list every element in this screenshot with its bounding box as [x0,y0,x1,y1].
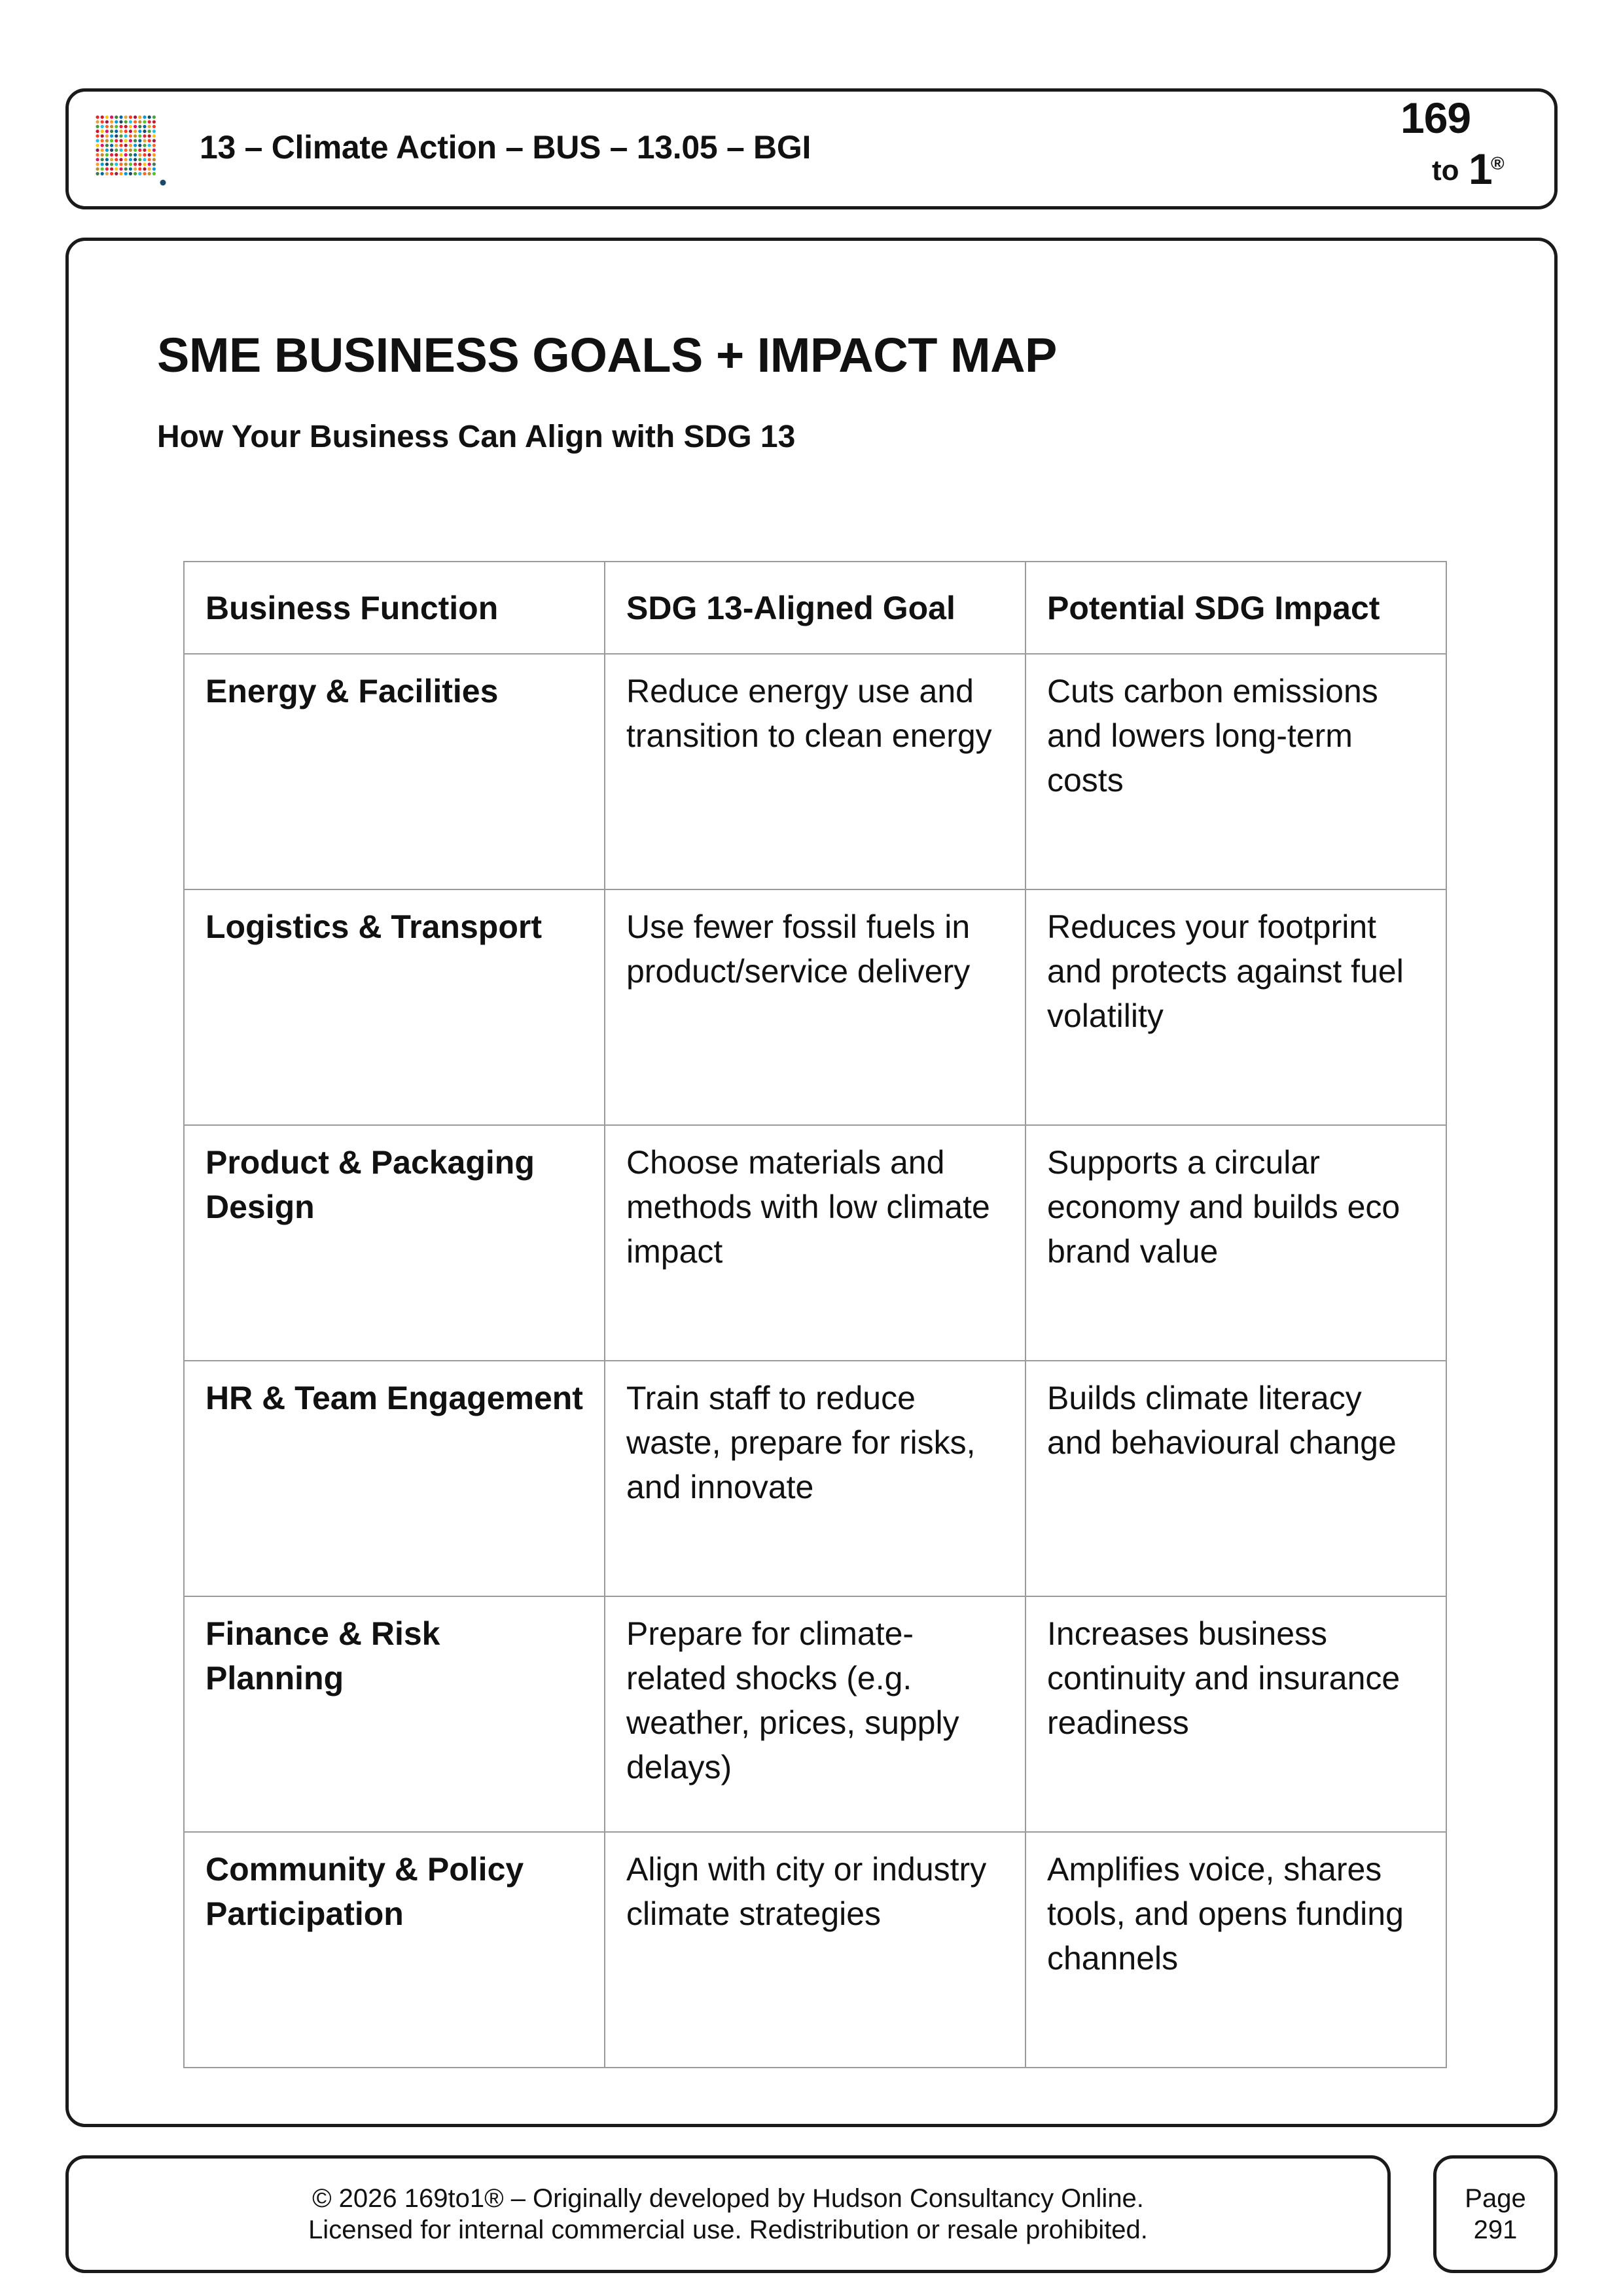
logo-dot [115,172,118,175]
logo-dot [143,149,146,152]
logo-dot [119,162,122,166]
logo-dot [143,130,146,133]
logo-dot [101,125,104,128]
logo-dot [152,144,156,147]
logo-dot [115,162,118,166]
logo-dot [105,125,109,128]
logo-dot [143,115,146,118]
logo-dot [129,168,132,171]
logo-dot [96,144,99,147]
logo-dot [152,130,156,133]
logo-dot [129,144,132,147]
page-indicator [1433,2183,1558,2246]
logo-accent-dot [160,180,166,186]
logo-dot [134,153,137,156]
logo-dot [134,162,137,166]
impact-map-table [183,561,1447,2068]
logo-dot [119,153,122,156]
logo-dot [119,158,122,161]
aligned-goal-cell: Use fewer fossil fuels in product/service delivery [605,889,1026,1125]
logo-dot [143,153,146,156]
logo-dot [124,144,128,147]
logo-dot [134,134,137,137]
logo-dot [119,172,122,175]
logo-dot [101,115,104,118]
logo-dot [115,153,118,156]
logo-dot [101,172,104,175]
logo-dot [152,149,156,152]
brand-one: 1 [1469,145,1493,193]
logo-dot [134,172,137,175]
logo-dot [138,162,141,166]
logo-dot [110,125,113,128]
aligned-goal-cell: Reduce energy use and transition to clean energy [605,654,1026,889]
logo-dot [138,125,141,128]
logo-dot [96,153,99,156]
logo-dot [148,149,151,152]
logo-dot [119,168,122,171]
logo-dot [129,149,132,152]
logo-dot [138,158,141,161]
logo-dot [96,158,99,161]
logo-dot [138,115,141,118]
business-function-cell: HR & Team Engagement [184,1361,605,1596]
page-number: 291 [1473,2215,1518,2244]
logo-dot [148,120,151,124]
logo-dot [105,130,109,133]
logo-dot [124,172,128,175]
logo-dot [110,130,113,133]
logo-dot [134,149,137,152]
table-row [184,1125,1446,1361]
logo-dot [110,162,113,166]
sdg-dot-grid-icon [95,115,167,187]
logo-dot [101,134,104,137]
logo-dot [101,130,104,133]
logo-dot [148,130,151,133]
logo-dot [119,120,122,124]
logo-dot [129,158,132,161]
logo-dot [129,172,132,175]
logo-dot [152,153,156,156]
logo-dot [115,139,118,142]
logo-dot [143,120,146,124]
logo-dot [110,144,113,147]
logo-dot [124,168,128,171]
logo-dot [115,158,118,161]
table-row [184,889,1446,1125]
logo-dot [110,139,113,142]
page-title: SME BUSINESS GOALS + IMPACT MAP [157,328,1057,382]
logo-dot [148,125,151,128]
logo-dot [110,149,113,152]
logo-dot [96,162,99,166]
logo-dot [105,149,109,152]
logo-dot [134,144,137,147]
logo-dot [101,158,104,161]
column-header-business-function: Business Function [184,562,605,654]
footer-license-text [65,2183,1391,2246]
logo-dot [152,134,156,137]
table-row [184,654,1446,889]
logo-dot [148,115,151,118]
logo-dot [138,149,141,152]
logo-dot [119,125,122,128]
logo-dot [96,139,99,142]
column-header-potential-impact: Potential SDG Impact [1026,562,1446,654]
logo-dot [152,139,156,142]
license-line: Licensed for internal commercial use. Redistribution or resale prohibited. [308,2215,1148,2244]
logo-dot [96,168,99,171]
logo-dot [152,168,156,171]
table-row [184,1361,1446,1596]
logo-dot [129,115,132,118]
logo-dot [129,120,132,124]
logo-dot [138,153,141,156]
logo-dot [138,168,141,171]
logo-dot [115,120,118,124]
logo-dot [115,134,118,137]
logo-dot [152,125,156,128]
brand-to: to [1432,154,1459,187]
logo-dot [138,120,141,124]
logo-dot [152,120,156,124]
logo-dot [124,139,128,142]
aligned-goal-cell: Align with city or industry climate strategies [605,1832,1026,2068]
brand-registered-mark: ® [1491,153,1505,173]
business-function-cell: Product & Packaging Design [184,1125,605,1361]
logo-dot [115,125,118,128]
logo-dot [105,168,109,171]
logo-dot [96,134,99,137]
business-function-cell: Finance & Risk Planning [184,1596,605,1832]
logo-dot [143,162,146,166]
logo-dot [134,168,137,171]
logo-dot [96,115,99,118]
logo-dot [96,120,99,124]
logo-dot [124,158,128,161]
table-row [184,1832,1446,2068]
column-header-aligned-goal: SDG 13-Aligned Goal [605,562,1026,654]
logo-dot [119,149,122,152]
logo-dot [101,139,104,142]
potential-impact-cell: Reduces your footprint and protects against fuel volatility [1026,889,1446,1125]
logo-dot [101,162,104,166]
logo-dot [152,172,156,175]
logo-dot [134,120,137,124]
logo-dot [105,172,109,175]
potential-impact-cell: Amplifies voice, shares tools, and opens funding channels [1026,1832,1446,2068]
logo-dot [101,168,104,171]
logo-dot [105,120,109,124]
logo-dot [124,125,128,128]
logo-dot [115,144,118,147]
business-function-cell: Community & Policy Participation [184,1832,605,2068]
logo-dot [124,153,128,156]
logo-dot [110,134,113,137]
logo-dot [134,115,137,118]
copyright-line: © 2026 169to1® – Originally developed by Hudson Consultancy Online. [312,2184,1144,2213]
logo-dot [119,130,122,133]
logo-dot [110,120,113,124]
logo-dot [143,158,146,161]
logo-dot [148,139,151,142]
logo-dot [148,172,151,175]
table-row [184,1596,1446,1832]
logo-dot [152,162,156,166]
logo-dot [124,120,128,124]
business-function-cell: Energy & Facilities [184,654,605,889]
logo-dot [105,134,109,137]
logo-dot [105,115,109,118]
logo-dot [105,139,109,142]
business-function-cell: Logistics & Transport [184,889,605,1125]
potential-impact-cell: Supports a circular economy and builds eco brand value [1026,1125,1446,1361]
logo-dot [143,168,146,171]
aligned-goal-cell: Prepare for climate-related shocks (e.g. weather, prices, supply delays) [605,1596,1026,1832]
logo-dot [134,130,137,133]
logo-dot [129,162,132,166]
logo-dot [148,158,151,161]
logo-dot [138,130,141,133]
logo-dot [96,149,99,152]
logo-dot [143,125,146,128]
logo-dot [101,153,104,156]
logo-dot [129,125,132,128]
logo-dot [143,144,146,147]
brand-number: 169 [1400,94,1471,142]
logo-dot [138,134,141,137]
logo-dot [152,158,156,161]
logo-dot [148,144,151,147]
logo-dot [124,130,128,133]
logo-dot [119,144,122,147]
logo-dot [134,125,137,128]
page-label: Page [1465,2184,1526,2213]
aligned-goal-cell: Train staff to reduce waste, prepare for risks, and innovate [605,1361,1026,1596]
logo-dot [101,120,104,124]
logo-dot [134,158,137,161]
logo-dot [115,149,118,152]
potential-impact-cell: Increases business continuity and insurance readiness [1026,1596,1446,1832]
logo-dot [124,149,128,152]
document-code-title: 13 – Climate Action – BUS – 13.05 – BGI [200,129,812,166]
logo-dot [110,153,113,156]
logo-dot [134,139,137,142]
page-subtitle: How Your Business Can Align with SDG 13 [157,420,796,454]
logo-dot [129,130,132,133]
logo-dot [115,130,118,133]
logo-dot [96,130,99,133]
table-header-row [184,562,1446,654]
logo-dot [148,162,151,166]
logo-dot [115,168,118,171]
logo-dot [143,134,146,137]
logo-dot [110,172,113,175]
logo-dot [96,172,99,175]
logo-dot [148,153,151,156]
logo-dot [148,168,151,171]
logo-dot [148,134,151,137]
logo-dot [115,115,118,118]
logo-dot [124,162,128,166]
logo-dot [101,144,104,147]
aligned-goal-cell: Choose materials and methods with low climate impact [605,1125,1026,1361]
logo-dot [101,149,104,152]
logo-dot [143,139,146,142]
potential-impact-cell: Cuts carbon emissions and lowers long-term costs [1026,654,1446,889]
logo-dot [143,172,146,175]
logo-dot [138,139,141,142]
logo-dot [152,115,156,118]
logo-dot [129,139,132,142]
logo-dot [105,144,109,147]
logo-dot [124,134,128,137]
logo-dot [129,134,132,137]
logo-dot [105,153,109,156]
logo-dot [105,162,109,166]
logo-dot [110,115,113,118]
logo-dot [119,139,122,142]
logo-dot [119,115,122,118]
logo-dot [110,168,113,171]
logo-dot [119,134,122,137]
logo-dot [110,158,113,161]
potential-impact-cell: Builds climate literacy and behavioural change [1026,1361,1446,1596]
logo-dot [138,172,141,175]
logo-dot [96,125,99,128]
logo-dot [124,115,128,118]
logo-dot [105,158,109,161]
logo-dot [138,144,141,147]
logo-dot [129,153,132,156]
